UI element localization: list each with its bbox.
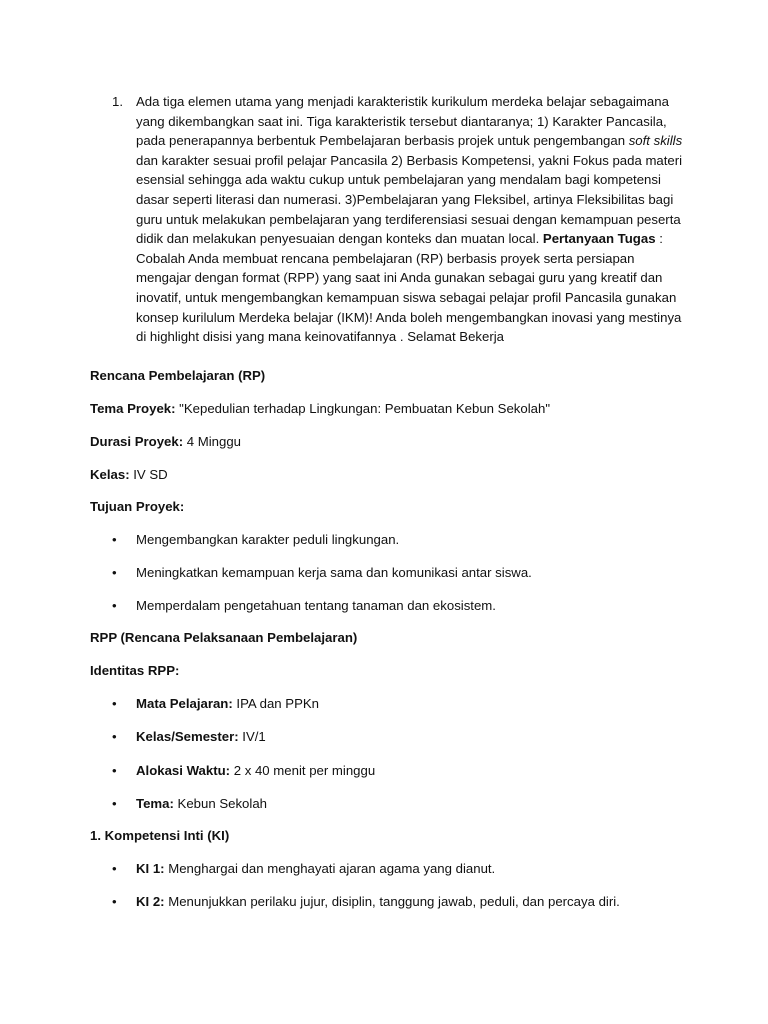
list-item: • Memperdalam pengetahuan tentang tanaman dan ekosistem. (112, 598, 496, 613)
list-item: • Alokasi Waktu: 2 x 40 menit per minggu (112, 763, 376, 778)
list-item: • Kelas/Semester: IV/1 (112, 729, 266, 744)
intro-text-2: dan karakter sesuai profil pelajar Pancasila 2) Berbasis Kompetensi, yakni Fokus pada materi esensial sehingga ada waktu cukup untuk pembelajaran yang mendalam bagi kompetensi dasar seperti literasi dan numerasi. 3)Pembelajaran yang Fleksibel, artinya Fleksibilitas bagi guru untuk melakukan pembelajaran yang terdiferensiasi sesuai dengan kemampuan peserta didik dan melakukan penyesuaian dengan konteks dan muatan local. (136, 152, 683, 247)
list-number: 1. (112, 94, 123, 109)
bullet-icon: • (112, 763, 117, 778)
tujuan-heading: Tujuan Proyek: (90, 499, 185, 514)
kelas-line: Kelas: IV SD (90, 467, 168, 482)
list-item: • Mata Pelajaran: IPA dan PPKn (112, 696, 320, 711)
intro-text-1: Ada tiga elemen utama yang menjadi karakteristik kurikulum merdeka belajar sebagaimana yang dikembangkan saat ini. Tiga karakteristik tersebut diantaranya; 1) Karakter Pancasila, pada penerapannya berbentuk Pembelajaran berbasis projek untuk pengembangan (136, 94, 669, 149)
bullet-icon: • (112, 565, 117, 580)
bullet-icon: • (112, 796, 117, 811)
list-item: • KI 2: Menunjukkan perilaku jujur, disiplin, tanggung jawab, peduli, dan percaya diri. (112, 894, 620, 909)
intro-text-3: : Cobalah Anda membuat rencana pembelajaran (RP) berbasis proyek serta persiapan mengajar dengan format (RPP) yang saat ini Anda gunakan sebagai guru yang kreatif dan inovatif, untuk mengembangkan kemampuan siswa sebagai pelajar profil Pancasila gunakan konsep kurilulum Merdeka belajar (IKM)! Anda boleh mengembangkan inovasi yang mestinya di highlight disisi yang mana keinovatifannya . Selamat Bekerja (136, 231, 682, 345)
bullet-icon: • (112, 861, 117, 876)
durasi-line: Durasi Proyek: 4 Minggu (90, 434, 242, 449)
bullet-icon: • (112, 696, 117, 711)
list-item: • Tema: Kebun Sekolah (112, 796, 267, 811)
list-item: • Meningkatkan kemampuan kerja sama dan komunikasi antar siswa. (112, 565, 532, 580)
identitas-heading: Identitas RPP: (90, 663, 180, 678)
task-question-label: Pertanyaan Tugas (542, 231, 656, 247)
intro-paragraph (136, 92, 684, 347)
list-item: • KI 1: Menghargai dan menghayati ajaran agama yang dianut. (112, 861, 496, 876)
bullet-icon: • (112, 532, 117, 547)
bullet-icon: • (112, 894, 117, 909)
ki-heading: 1. Kompetensi Inti (KI) (90, 828, 230, 843)
list-item: • Mengembangkan karakter peduli lingkungan. (112, 532, 400, 547)
bullet-icon: • (112, 598, 117, 613)
intro-italic: soft skills (628, 133, 683, 149)
rp-heading: Rencana Pembelajaran (RP) (90, 368, 266, 383)
rpp-heading: RPP (Rencana Pelaksanaan Pembelajaran) (90, 630, 358, 645)
intro-numbered-item (112, 92, 684, 347)
bullet-icon: • (112, 729, 117, 744)
tema-line: Tema Proyek: "Kepedulian terhadap Lingkungan: Pembuatan Kebun Sekolah" (90, 401, 551, 416)
